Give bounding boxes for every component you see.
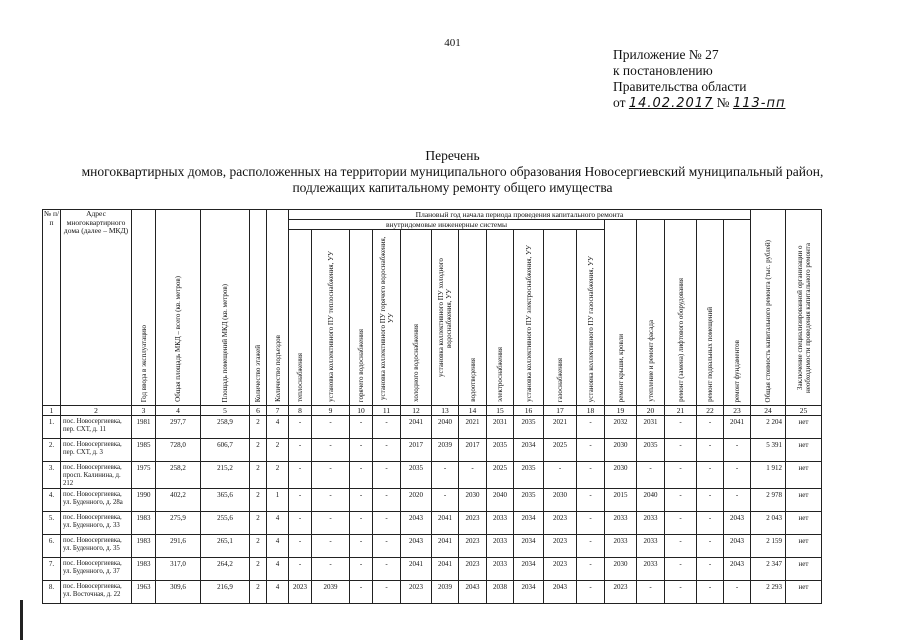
- col-number: 14: [459, 406, 487, 416]
- cell-conclusion: нет: [786, 462, 822, 489]
- cell-heat-meter: -: [312, 416, 350, 439]
- appendix-date-line: [613, 95, 785, 112]
- col-number: 8: [289, 406, 312, 416]
- cell-power-meter: 2034: [514, 581, 544, 604]
- cell-conclusion: нет: [786, 558, 822, 581]
- cell-facade: -: [637, 462, 665, 489]
- cell-row-number: 1.: [43, 416, 61, 439]
- cell-roof: 2030: [605, 558, 637, 581]
- table-row: [43, 462, 822, 489]
- cell-hot-water: -: [350, 581, 373, 604]
- appendix-line-2: к постановлению: [613, 63, 713, 78]
- cell-total-area: 309,6: [156, 581, 201, 604]
- cell-drainage: 2023: [459, 558, 487, 581]
- scan-edge-mark: [20, 600, 23, 640]
- cell-floors: 2: [250, 462, 267, 489]
- cell-heat: -: [289, 558, 312, 581]
- title-line-2: многоквартирных домов, расположенных на территории муниципального образования Новосергиевский муниципальный район,: [81, 164, 824, 179]
- cell-total-cost: 2 159: [751, 535, 786, 558]
- cell-cold-water: 2043: [401, 535, 432, 558]
- col-number: 1: [43, 406, 61, 416]
- cell-floors: 2: [250, 489, 267, 512]
- header-cold-water-meter: установка коллективного ПУ холодного водоснабжения, УУ: [432, 230, 459, 406]
- cell-basement: -: [697, 439, 724, 462]
- cell-hot-water: -: [350, 462, 373, 489]
- cell-power: 2040: [487, 489, 514, 512]
- cell-basement: -: [697, 462, 724, 489]
- appendix-no-label: №: [716, 95, 730, 110]
- header-total-area: Общая площадь МКД – всего (кв. метров): [156, 210, 201, 406]
- cell-conclusion: нет: [786, 581, 822, 604]
- cell-facade: -: [637, 581, 665, 604]
- cell-cold-water-meter: 2039: [432, 439, 459, 462]
- cell-foundation: -: [724, 489, 751, 512]
- cell-roof: 2033: [605, 512, 637, 535]
- cell-cold-water: 2020: [401, 489, 432, 512]
- cell-foundation: -: [724, 581, 751, 604]
- header-num: № п/п: [43, 210, 61, 406]
- col-number: 6: [250, 406, 267, 416]
- cell-total-area: 728,0: [156, 439, 201, 462]
- cell-hot-water-meter: -: [373, 535, 401, 558]
- cell-year-built: 1981: [132, 416, 156, 439]
- cell-heat-meter: -: [312, 462, 350, 489]
- cell-gas-meter: -: [577, 462, 605, 489]
- header-engineering: внутридомовые инженерные системы: [289, 220, 605, 230]
- header-address: Адрес многоквартирного дома (далее – МКД): [61, 210, 132, 406]
- cell-year-built: 1990: [132, 489, 156, 512]
- cell-total-area: 258,2: [156, 462, 201, 489]
- cell-cold-water: 2041: [401, 558, 432, 581]
- cell-elevator: -: [665, 489, 697, 512]
- title-line-1: Перечень: [425, 148, 480, 163]
- cell-gas-meter: -: [577, 512, 605, 535]
- header-roof: ремонт крыши, кровли: [605, 220, 637, 406]
- header-heat-meter: установка коллективного ПУ теплоснабжения, УУ: [312, 230, 350, 406]
- cell-row-number: 3.: [43, 462, 61, 489]
- cell-foundation: 2041: [724, 416, 751, 439]
- cell-elevator: -: [665, 558, 697, 581]
- cell-cold-water: 2017: [401, 439, 432, 462]
- cell-gas: 2030: [544, 489, 577, 512]
- cell-conclusion: нет: [786, 535, 822, 558]
- cell-total-area: 291,6: [156, 535, 201, 558]
- col-number: 7: [267, 406, 289, 416]
- col-number: 5: [201, 406, 250, 416]
- header-planned-year: Плановый год начала периода проведения капитального ремонта: [289, 210, 751, 220]
- cell-year-built: 1985: [132, 439, 156, 462]
- header-basement: ремонт подвальных помещений: [697, 220, 724, 406]
- cell-premises-area: 265,1: [201, 535, 250, 558]
- header-elevator: ремонт (замена) лифтового оборудования: [665, 220, 697, 406]
- cell-floors: 2: [250, 581, 267, 604]
- cell-power: 2038: [487, 581, 514, 604]
- cell-facade: 2040: [637, 489, 665, 512]
- header-cold-water: холодного водоснабжения: [401, 230, 432, 406]
- cell-row-number: 6.: [43, 535, 61, 558]
- cell-elevator: -: [665, 581, 697, 604]
- cell-drainage: 2021: [459, 416, 487, 439]
- header-power: электроснабжения: [487, 230, 514, 406]
- col-number: 21: [665, 406, 697, 416]
- cell-row-number: 2.: [43, 439, 61, 462]
- cell-entrances: 1: [267, 489, 289, 512]
- cell-premises-area: 264,2: [201, 558, 250, 581]
- cell-heat: 2023: [289, 581, 312, 604]
- cell-basement: -: [697, 416, 724, 439]
- cell-gas: 2021: [544, 416, 577, 439]
- cell-cold-water-meter: 2041: [432, 512, 459, 535]
- appendix-date: 14.02.2017: [628, 96, 714, 111]
- header-total-cost: Общая стоимость капитального ремонта (тыс. рублей): [751, 210, 786, 406]
- cell-entrances: 4: [267, 558, 289, 581]
- cell-roof: 2032: [605, 416, 637, 439]
- cell-row-number: 8.: [43, 581, 61, 604]
- cell-foundation: 2043: [724, 535, 751, 558]
- header-conclusion: Заключение специализированной организации о необходимости проведения капитального ремонта: [786, 210, 822, 406]
- cell-heat-meter: -: [312, 558, 350, 581]
- header-gas-meter: установка коллективного ПУ газоснабжения, УУ: [577, 230, 605, 406]
- cell-hot-water: -: [350, 416, 373, 439]
- cell-floors: 2: [250, 558, 267, 581]
- cell-hot-water-meter: -: [373, 489, 401, 512]
- cell-drainage: 2030: [459, 489, 487, 512]
- cell-power-meter: 2035: [514, 489, 544, 512]
- cell-total-cost: 2 347: [751, 558, 786, 581]
- cell-hot-water-meter: -: [373, 581, 401, 604]
- cell-gas-meter: -: [577, 489, 605, 512]
- title-line-3: подлежащих капитальному ремонту общего имущества: [292, 180, 613, 195]
- cell-roof: 2015: [605, 489, 637, 512]
- cell-conclusion: нет: [786, 512, 822, 535]
- cell-drainage: 2017: [459, 439, 487, 462]
- col-number: 10: [350, 406, 373, 416]
- appendix-from: от: [613, 95, 626, 110]
- cell-hot-water: -: [350, 535, 373, 558]
- cell-foundation: 2043: [724, 558, 751, 581]
- cell-heat: -: [289, 439, 312, 462]
- col-number: 13: [432, 406, 459, 416]
- cell-year-built: 1983: [132, 535, 156, 558]
- cell-drainage: 2023: [459, 512, 487, 535]
- col-number: 20: [637, 406, 665, 416]
- cell-power-meter: 2034: [514, 558, 544, 581]
- cell-power: 2033: [487, 535, 514, 558]
- cell-cold-water: 2035: [401, 462, 432, 489]
- cell-gas: 2023: [544, 558, 577, 581]
- cell-facade: 2035: [637, 439, 665, 462]
- cell-heat: -: [289, 489, 312, 512]
- cell-entrances: 2: [267, 462, 289, 489]
- cell-heat-meter: -: [312, 439, 350, 462]
- cell-roof: 2033: [605, 535, 637, 558]
- cell-basement: -: [697, 512, 724, 535]
- cell-drainage: 2023: [459, 535, 487, 558]
- cell-power-meter: 2034: [514, 535, 544, 558]
- cell-power: 2031: [487, 416, 514, 439]
- header-hot-water-meter: установка коллективного ПУ горячего водоснабжения, УУ: [373, 230, 401, 406]
- header-foundation: ремонт фундаментов: [724, 220, 751, 406]
- cell-premises-area: 606,7: [201, 439, 250, 462]
- cell-basement: -: [697, 581, 724, 604]
- cell-cold-water-meter: 2041: [432, 535, 459, 558]
- cell-cold-water-meter: 2041: [432, 558, 459, 581]
- cell-premises-area: 258,9: [201, 416, 250, 439]
- cell-total-area: 317,0: [156, 558, 201, 581]
- cell-address: пос. Новосергиевка, ул. Буденного, д. 37: [61, 558, 132, 581]
- col-number: 19: [605, 406, 637, 416]
- cell-row-number: 4.: [43, 489, 61, 512]
- table-row: [43, 489, 822, 512]
- cell-hot-water-meter: -: [373, 512, 401, 535]
- cell-cold-water: 2041: [401, 416, 432, 439]
- cell-hot-water: -: [350, 489, 373, 512]
- cell-heat-meter: -: [312, 535, 350, 558]
- cell-year-built: 1983: [132, 512, 156, 535]
- header-premises-area: Площадь помещений МКД (кв. метров): [201, 210, 250, 406]
- cell-gas: -: [544, 462, 577, 489]
- cell-row-number: 5.: [43, 512, 61, 535]
- cell-entrances: 4: [267, 416, 289, 439]
- cell-entrances: 4: [267, 512, 289, 535]
- cell-total-cost: 1 912: [751, 462, 786, 489]
- cell-power-meter: 2035: [514, 416, 544, 439]
- col-number: 2: [61, 406, 132, 416]
- cell-row-number: 7.: [43, 558, 61, 581]
- cell-hot-water-meter: -: [373, 462, 401, 489]
- cell-premises-area: 215,2: [201, 462, 250, 489]
- cell-facade: 2033: [637, 512, 665, 535]
- cell-total-cost: 2 204: [751, 416, 786, 439]
- cell-total-area: 402,2: [156, 489, 201, 512]
- cell-address: пос. Новосергиевка, ул. Буденного, д. 35: [61, 535, 132, 558]
- table-row: [43, 581, 822, 604]
- cell-elevator: -: [665, 439, 697, 462]
- cell-total-cost: 2 978: [751, 489, 786, 512]
- col-number: 15: [487, 406, 514, 416]
- cell-heat-meter: -: [312, 489, 350, 512]
- header-drainage: водоотведения: [459, 230, 487, 406]
- cell-heat: -: [289, 416, 312, 439]
- cell-cold-water: 2023: [401, 581, 432, 604]
- cell-power: 2035: [487, 439, 514, 462]
- cell-total-area: 275,9: [156, 512, 201, 535]
- cell-foundation: -: [724, 439, 751, 462]
- cell-gas: 2023: [544, 512, 577, 535]
- appendix-number: 113-пп: [732, 96, 786, 111]
- cell-entrances: 4: [267, 581, 289, 604]
- cell-basement: -: [697, 535, 724, 558]
- cell-hot-water-meter: -: [373, 439, 401, 462]
- cell-gas-meter: -: [577, 439, 605, 462]
- cell-heat: -: [289, 512, 312, 535]
- column-number-row: [43, 406, 822, 416]
- table-row: [43, 439, 822, 462]
- cell-total-cost: 5 391: [751, 439, 786, 462]
- cell-conclusion: нет: [786, 439, 822, 462]
- table-row: [43, 416, 822, 439]
- cell-cold-water-meter: 2040: [432, 416, 459, 439]
- cell-foundation: -: [724, 462, 751, 489]
- cell-hot-water: -: [350, 439, 373, 462]
- col-number: 9: [312, 406, 350, 416]
- cell-cold-water: 2043: [401, 512, 432, 535]
- cell-power: 2033: [487, 512, 514, 535]
- cell-premises-area: 255,6: [201, 512, 250, 535]
- cell-cold-water-meter: 2039: [432, 581, 459, 604]
- cell-hot-water-meter: -: [373, 558, 401, 581]
- cell-heat-meter: -: [312, 512, 350, 535]
- cell-gas: 2025: [544, 439, 577, 462]
- table-row: [43, 558, 822, 581]
- cell-basement: -: [697, 489, 724, 512]
- page-number: 401: [444, 37, 461, 49]
- cell-gas: 2023: [544, 535, 577, 558]
- table-row: [43, 535, 822, 558]
- cell-conclusion: нет: [786, 489, 822, 512]
- cell-hot-water: -: [350, 558, 373, 581]
- cell-heat: -: [289, 462, 312, 489]
- cell-floors: 2: [250, 439, 267, 462]
- col-number: 12: [401, 406, 432, 416]
- header-gas: газоснабжения: [544, 230, 577, 406]
- col-number: 3: [132, 406, 156, 416]
- cell-floors: 2: [250, 416, 267, 439]
- col-number: 25: [786, 406, 822, 416]
- header-heat: теплоснабжения: [289, 230, 312, 406]
- cell-facade: 2031: [637, 416, 665, 439]
- cell-entrances: 4: [267, 535, 289, 558]
- col-number: 23: [724, 406, 751, 416]
- col-number: 4: [156, 406, 201, 416]
- cell-premises-area: 365,6: [201, 489, 250, 512]
- cell-address: пос. Новосергиевка, пер. СХТ, д. 3: [61, 439, 132, 462]
- cell-gas-meter: -: [577, 558, 605, 581]
- cell-elevator: -: [665, 535, 697, 558]
- header-floors: Количество этажей: [250, 210, 267, 406]
- col-number: 16: [514, 406, 544, 416]
- cell-hot-water: -: [350, 512, 373, 535]
- cell-cold-water-meter: -: [432, 462, 459, 489]
- cell-gas: 2043: [544, 581, 577, 604]
- col-number: 18: [577, 406, 605, 416]
- cell-power-meter: 2035: [514, 462, 544, 489]
- cell-power: 2025: [487, 462, 514, 489]
- header-entrances: Количество подъездов: [267, 210, 289, 406]
- cell-cold-water-meter: -: [432, 489, 459, 512]
- cell-elevator: -: [665, 462, 697, 489]
- col-number: 17: [544, 406, 577, 416]
- cell-facade: 2033: [637, 558, 665, 581]
- appendix-line-1: Приложение № 27: [613, 47, 719, 62]
- col-number: 11: [373, 406, 401, 416]
- cell-year-built: 1963: [132, 581, 156, 604]
- cell-address: пос. Новосергиевка, ул. Восточная, д. 22: [61, 581, 132, 604]
- cell-conclusion: нет: [786, 416, 822, 439]
- col-number: 22: [697, 406, 724, 416]
- cell-entrances: 2: [267, 439, 289, 462]
- cell-address: пос. Новосергиевка, пер. СХТ, д. 11: [61, 416, 132, 439]
- cell-power: 2033: [487, 558, 514, 581]
- cell-facade: 2033: [637, 535, 665, 558]
- cell-drainage: 2043: [459, 581, 487, 604]
- cell-roof: 2030: [605, 462, 637, 489]
- cell-foundation: 2043: [724, 512, 751, 535]
- cell-year-built: 1983: [132, 558, 156, 581]
- cell-address: пос. Новосергиевка, просп. Калинина, д. 212: [61, 462, 132, 489]
- cell-heat: -: [289, 535, 312, 558]
- repair-table: [42, 209, 822, 604]
- cell-gas-meter: -: [577, 416, 605, 439]
- header-power-meter: установка коллективного ПУ электроснабжения, УУ: [514, 230, 544, 406]
- cell-gas-meter: -: [577, 581, 605, 604]
- cell-elevator: -: [665, 416, 697, 439]
- header-year-built: Год ввода в эксплуатацию: [132, 210, 156, 406]
- cell-gas-meter: -: [577, 535, 605, 558]
- cell-power-meter: 2034: [514, 512, 544, 535]
- cell-hot-water-meter: -: [373, 416, 401, 439]
- cell-total-cost: 2 293: [751, 581, 786, 604]
- appendix-block: [613, 47, 785, 112]
- cell-floors: 2: [250, 512, 267, 535]
- table-row: [43, 512, 822, 535]
- cell-basement: -: [697, 558, 724, 581]
- cell-elevator: -: [665, 512, 697, 535]
- cell-premises-area: 216,9: [201, 581, 250, 604]
- col-number: 24: [751, 406, 786, 416]
- cell-roof: 2030: [605, 439, 637, 462]
- document-title: [0, 148, 905, 196]
- cell-roof: 2023: [605, 581, 637, 604]
- cell-address: пос. Новосергиевка, ул. Буденного, д. 33: [61, 512, 132, 535]
- cell-total-area: 297,7: [156, 416, 201, 439]
- cell-floors: 2: [250, 535, 267, 558]
- cell-power-meter: 2034: [514, 439, 544, 462]
- header-facade: утепление и ремонт фасада: [637, 220, 665, 406]
- header-hot-water: горячего водоснабжения: [350, 230, 373, 406]
- cell-year-built: 1975: [132, 462, 156, 489]
- appendix-line-3: Правительства области: [613, 79, 747, 94]
- table-body: [43, 406, 822, 604]
- cell-drainage: -: [459, 462, 487, 489]
- cell-total-cost: 2 043: [751, 512, 786, 535]
- cell-address: пос. Новосергиевка, ул. Буденного, д. 28а: [61, 489, 132, 512]
- cell-heat-meter: 2039: [312, 581, 350, 604]
